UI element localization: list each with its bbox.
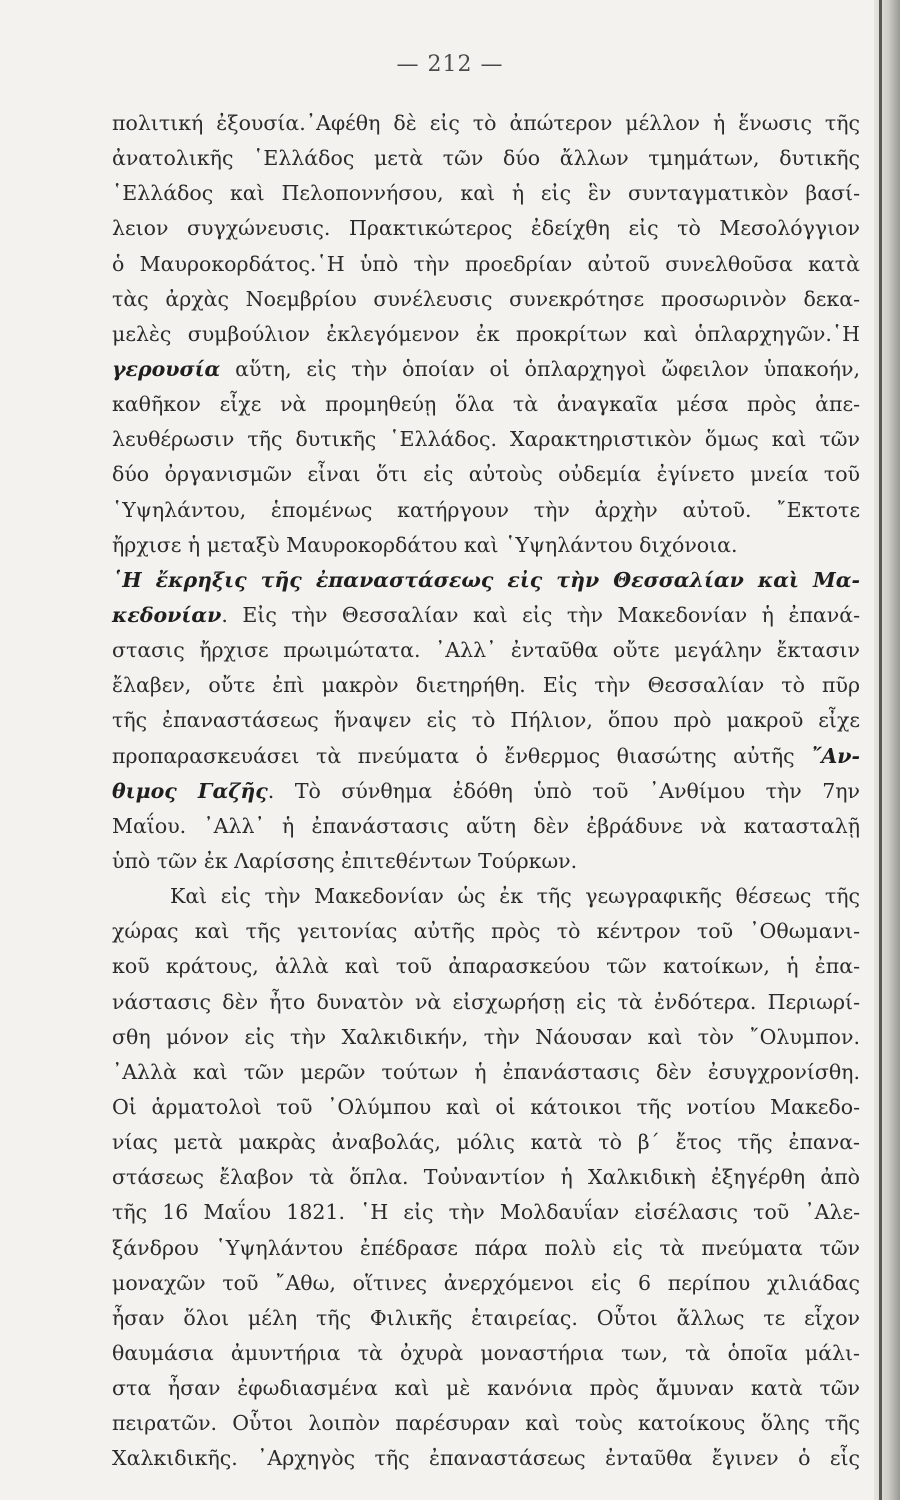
text-line [112,633,860,668]
bold-heading-text: ῾Η ἔκρηξις τῆς ἐπαναστάσεως εἰς τὴν Θεσσαλίαν καὶ Μα- [112,567,860,592]
line-text: ῾Υψηλάντου, ἑπομένως κατήργουν τὴν ἀρχὴν αὐτοῦ. ῎Εκτοτε [112,497,860,522]
line-text: Καὶ εἰς τὴν Μακεδονίαν ὡς ἐκ τῆς γεωγραφικῆς θέσεως τῆς [170,884,860,909]
text-line [112,528,860,563]
line-text: χώρας καὶ τῆς γειτονίας αὐτῆς πρὸς τὸ κέντρον τοῦ ᾿Οθωμανι- [112,919,860,944]
bold-heading-text: κεδονίαν [112,602,222,627]
page-edge-shadow [879,0,882,1500]
line-text: στα ἦσαν ἐφωδιασμένα καὶ μὲ κανόνια πρὸς ἄμυναν κατὰ τῶν [112,1376,860,1401]
line-text: ἔλαβεν, οὔτε ἐπὶ μακρὸν διετηρήθη. Εἰς τὴν Θεσσαλίαν τὸ πῦρ [112,673,860,698]
line-text: καθῆκον εἶχε νὰ προμηθεύῃ ὅλα τὰ ἀναγκαῖα μέσα πρὸς ἀπε- [112,392,860,417]
line-text: Μαΐου. ᾿Αλλ᾿ ἡ ἐπανάστασις αὕτη δὲν ἐβράδυνε νὰ κατασταλῇ [112,813,860,838]
text-line [112,703,860,738]
text-line [112,563,860,598]
text-line [112,1020,860,1055]
text-line [112,493,860,528]
line-text: κοῦ κράτους, ἀλλὰ καὶ τοῦ ἀπαρασκεύου τῶν κατοίκων, ἡ ἐπα- [112,954,860,979]
page-edge [874,0,900,1500]
text-line [112,422,860,457]
text-line [112,1266,860,1301]
text-line [112,247,860,282]
line-text: στάσεως ἔλαβον τὰ ὅπλα. Τοὐναντίον ἡ Χαλκιδικὴ ἐξηγέρθη ἀπὸ [112,1165,860,1190]
text-line [112,1336,860,1371]
line-text: ξάνδρου ῾Υψηλάντου ἐπέδρασε πάρα πολὺ εἰς τὰ πνεύματα τῶν [112,1235,860,1260]
text-line [112,282,860,317]
line-text: τῆς ἐπαναστάσεως ἥναψεν εἰς τὸ Πήλιον, ὅπου πρὸ μακροῦ εἶχε [112,708,860,733]
bold-heading-text: ῎Αν- [811,743,860,768]
bold-heading-text: γερουσία [112,356,221,381]
text-line [112,739,860,774]
line-text: ῾Ελλάδος καὶ Πελοποννήσου, καὶ ἡ εἰς ἓν συνταγματικὸν βασί- [112,181,860,206]
line-text: ἤρχισε ἡ μεταξὺ Μαυροκορδάτου καὶ ῾Υψηλάντου διχόνοια. [112,532,738,557]
line-text: ὁ Μαυροκορδάτος.῾Η ὑπὸ τὴν προεδρίαν αὐτοῦ συνελθοῦσα κατὰ [112,251,860,276]
text-line [112,1371,860,1406]
body-text [112,106,860,1476]
text-line [112,141,860,176]
text-line [112,1406,860,1441]
text-line [112,106,860,141]
line-text: αὕτη, εἰς τὴν ὁποίαν οἱ ὁπλαρχηγοὶ ὤφειλον ὑπακοήν, [220,356,860,381]
text-line [112,457,860,492]
text-line [112,1441,860,1476]
text-line [112,1231,860,1266]
text-line [112,1055,860,1090]
text-line [112,668,860,703]
line-text: νάστασις δὲν ἦτο δυνατὸν νὰ εἰσχωρήσῃ εἰς τὰ ἐνδότερα. Περιωρί- [112,989,860,1014]
text-line [112,176,860,211]
text-line [112,317,860,352]
line-text: λειον συγχώνευσις. Πρακτικώτερος ἐδείχθη εἰς τὸ Μεσολόγγιον [112,216,860,241]
text-line [112,914,860,949]
bold-heading-text: θιμος Γαζῆς [112,778,268,803]
line-text: θαυμάσια ἀμυντήρια τὰ ὀχυρὰ μοναστήρια των, τὰ ὁποῖα μάλι- [112,1340,860,1365]
text-line [112,844,860,879]
text-line [112,985,860,1020]
line-text: δύο ὀργανισμῶν εἶναι ὅτι εἰς αὐτοὺς οὐδεμία ἐγίνετο μνεία τοῦ [112,462,860,487]
text-line [112,879,860,914]
line-text: . Τὸ σύνθημα ἐδόθη ὑπὸ τοῦ ᾿Ανθίμου τὴν 7ην [267,778,861,803]
line-text: Οἱ ἁρματολοὶ τοῦ ᾿Ολύμπου καὶ οἱ κάτοικοι τῆς νοτίου Μακεδο- [112,1094,860,1119]
line-text: μοναχῶν τοῦ ῎Αθω, οἵτινες ἀνερχόμενοι εἰς 6 περίπου χιλιάδας [112,1270,860,1295]
line-text: τὰς ἀρχὰς Νοεμβρίου συνέλευσις συνεκρότησε προσωρινὸν δεκα- [112,286,860,311]
text-line [112,387,860,422]
line-text: Χαλκιδικῆς. ᾿Αρχηγὸς τῆς ἐπαναστάσεως ἐνταῦθα ἔγινεν ὁ εἷς [112,1446,860,1471]
text-line [112,1125,860,1160]
line-text: νίας μετὰ μακρὰς ἀναβολάς, μόλις κατὰ τὸ β´ ἔτος τῆς ἐπανα- [112,1130,860,1155]
line-text: σθη μόνον εἰς τὴν Χαλκιδικήν, τὴν Νάουσαν καὶ τὸν ῎Ολυμπον. [112,1024,860,1049]
line-text: . Εἰς τὴν Θεσσαλίαν καὶ εἰς τὴν Μακεδονίαν ἡ ἐπανά- [221,602,860,627]
text-line [112,1195,860,1230]
page-number: — 212 — [396,52,504,77]
line-text: λευθέρωσιν τῆς δυτικῆς ῾Ελλάδος. Χαρακτηριστικὸν ὅμως καὶ τῶν [112,427,860,452]
text-line [112,352,860,387]
text-line [112,949,860,984]
line-text: ὑπὸ τῶν ἐκ Λαρίσσης ἐπιτεθέντων Τούρκων. [112,848,578,873]
line-text: τῆς 16 Μαΐου 1821. ῾Η εἰς τὴν Μολδαυΐαν εἰσέλασις τοῦ ᾿Αλε- [112,1200,860,1225]
text-line [112,1090,860,1125]
line-text: ἦσαν ὅλοι μέλη τῆς Φιλικῆς ἑταιρείας. Οὗτοι ἄλλως τε εἶχον [112,1305,860,1330]
line-text: πολιτική ἐξουσία.᾿Αφέθη δὲ εἰς τὸ ἀπώτερον μέλλον ἡ ἕνωσις τῆς [112,111,860,135]
line-text: πειρατῶν. Οὗτοι λοιπὸν παρέσυραν καὶ τοὺς κατοίκους ὅλης τῆς [112,1411,860,1436]
text-line [112,1160,860,1195]
text-line [112,211,860,246]
line-text: στασις ἤρχισε πρωιμώτατα. ᾿Αλλ᾿ ἐνταῦθα οὔτε μεγάλην ἔκτασιν [112,638,860,663]
line-text: ἀνατολικῆς ῾Ελλάδος μετὰ τῶν δύο ἄλλων τμημάτων, δυτικῆς [112,146,860,171]
text-line [112,598,860,633]
line-text: μελὲς συμβούλιον ἐκλεγόμενον ἐκ προκρίτων καὶ ὁπλαρχηγῶν.῾Η [112,321,860,346]
line-text: προπαρασκευάσει τὰ πνεύματα ὁ ἔνθερμος θιασώτης αὐτῆς [112,743,812,768]
text-line [112,1301,860,1336]
text-line [112,809,860,844]
line-text: ᾿Αλλὰ καὶ τῶν μερῶν τούτων ἡ ἐπανάστασις δὲν ἐσυγχρονίσθη. [112,1059,860,1084]
text-line [112,774,860,809]
